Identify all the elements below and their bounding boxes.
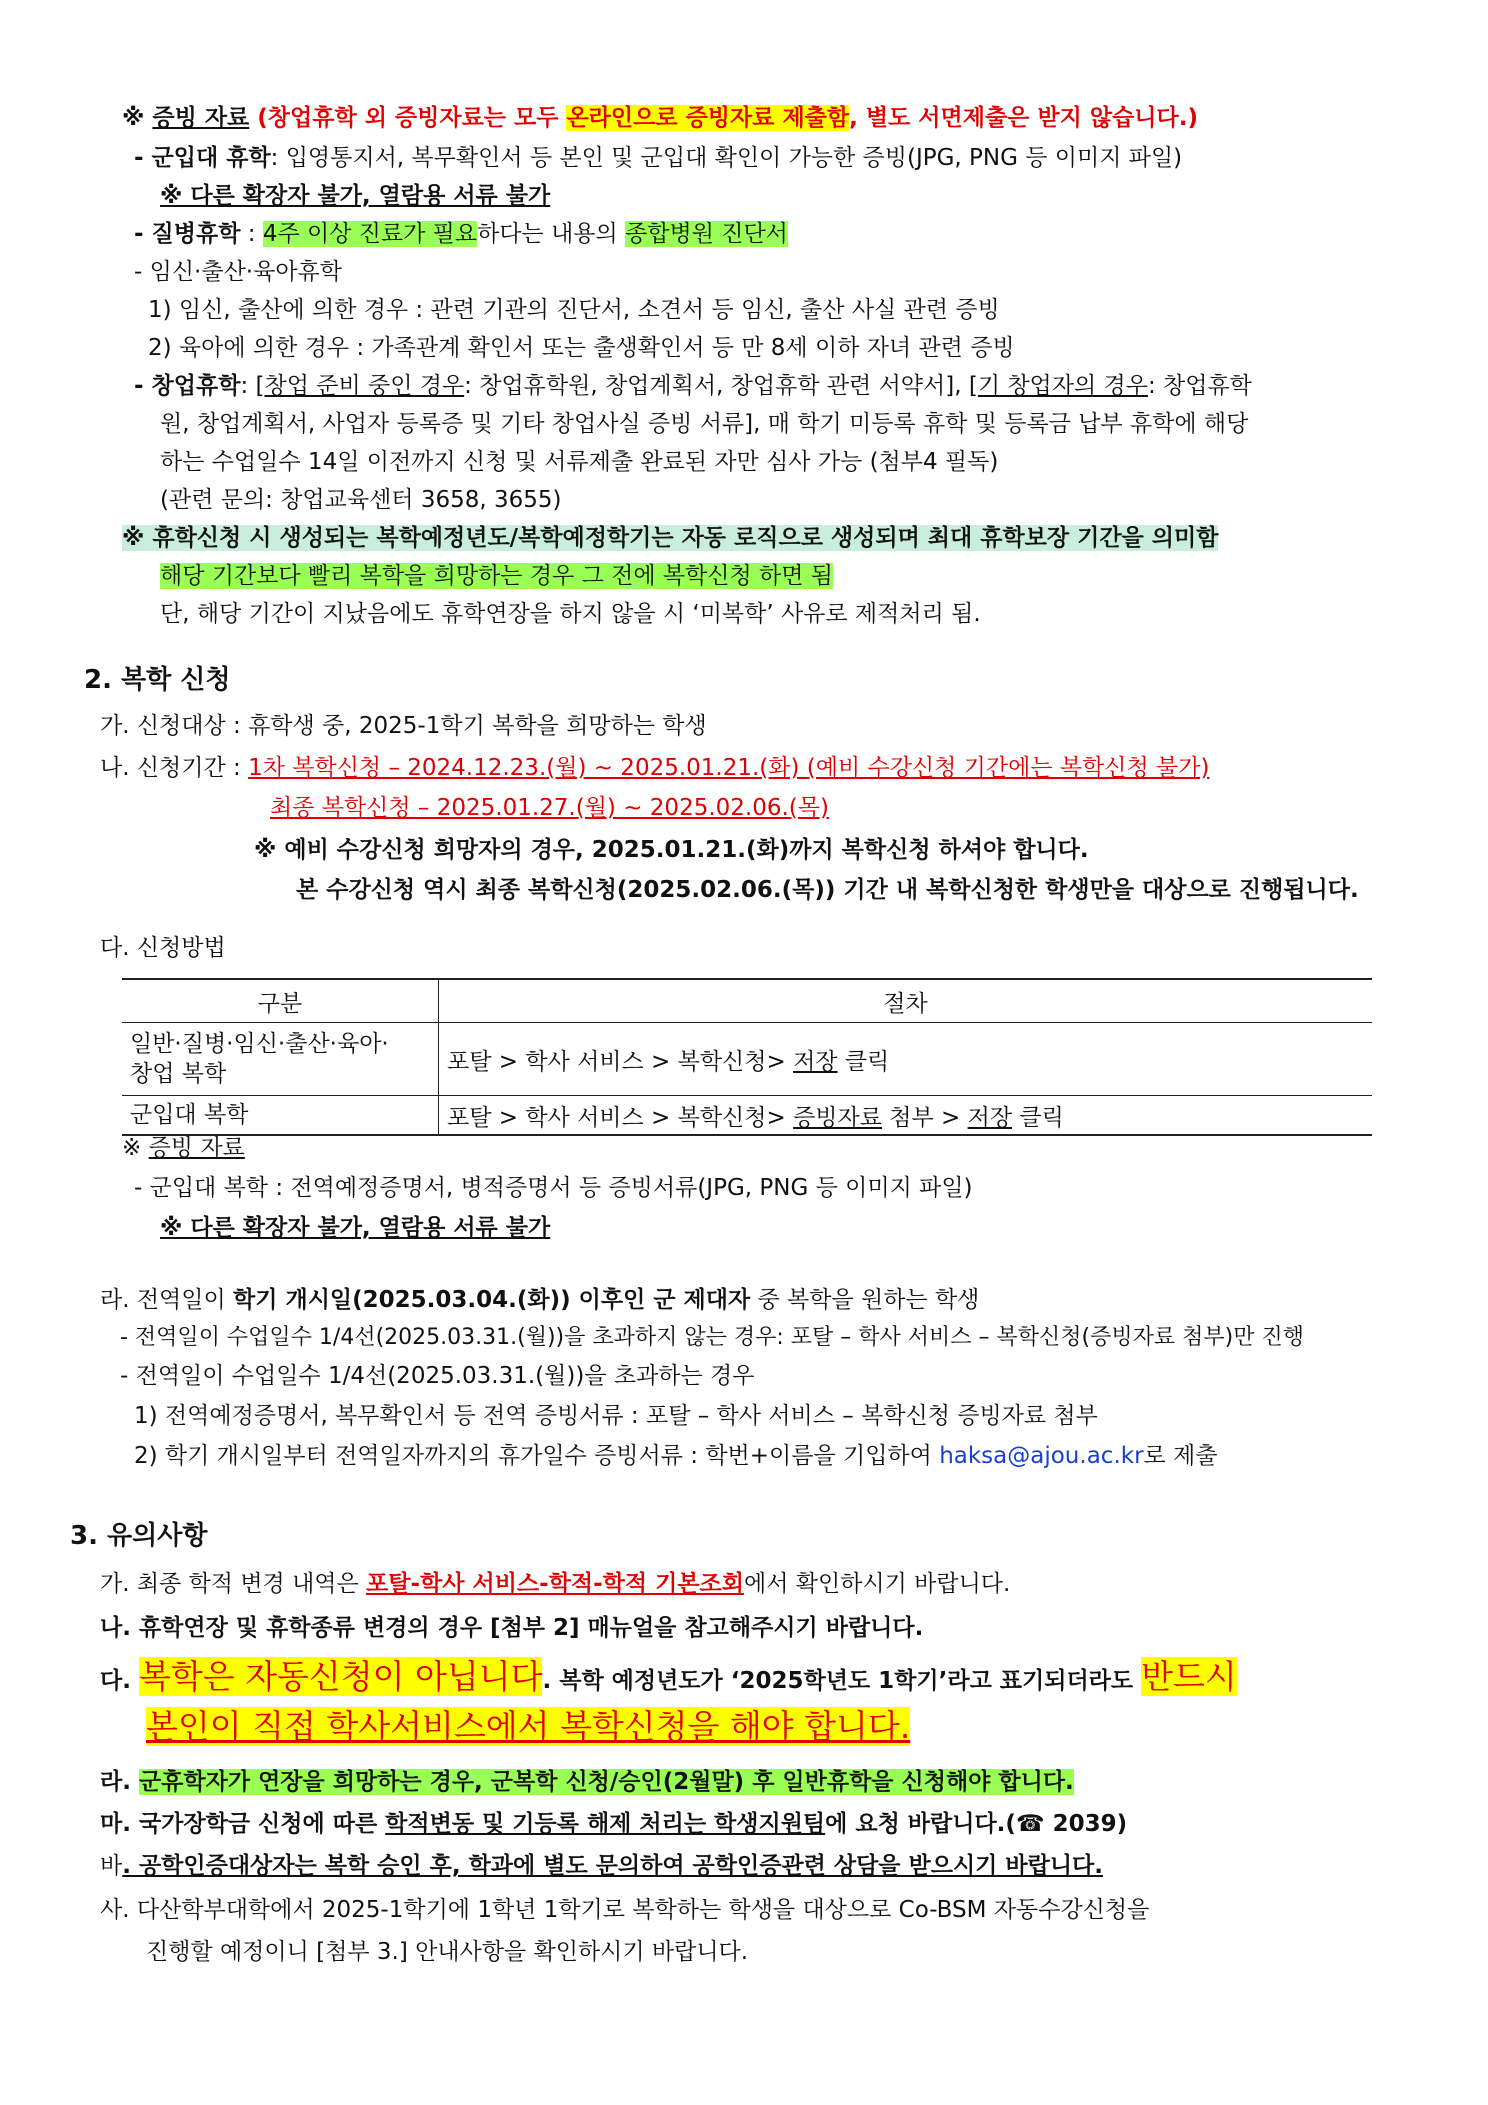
- period-note-1: ※ 예비 수강신청 희망자의 경우, 2025.01.21.(화)까지 복학신청 하셔야 합니다.: [254, 837, 1089, 863]
- table-cell-category: 군입대 복학: [122, 1096, 439, 1136]
- return-procedure-table: [122, 978, 1372, 1136]
- notice-ba: 바. 공학인증대상자는 복학 승인 후, 학과에 별도 문의하여 공학인증관련 상담을 받으시기 바랍니다.: [100, 1853, 1104, 1879]
- discharge-case-2: - 전역일이 수업일수 1/4선(2025.03.31.(월))을 초과하는 경우: [120, 1363, 755, 1389]
- return-period-2: 최종 복학신청 – 2025.01.27.(월) ~ 2025.02.06.(목): [270, 795, 829, 821]
- notice-ga: 가. 최종 학적 변경 내역은 포탈-학사 서비스-학적-학적 기본조회에서 확인하시기 바랍니다.: [100, 1571, 1011, 1597]
- table-header-category: 구분: [122, 979, 439, 1023]
- table-cell-procedure: 포탈 > 학사 서비스 > 복학신청> 저장 클릭: [439, 1023, 1373, 1096]
- notice-sa-line-2: 진행할 예정이니 [첨부 3.] 안내사항을 확인하시기 바랍니다.: [146, 1939, 749, 1965]
- email-link[interactable]: haksa@ajou.ac.kr: [939, 1443, 1144, 1469]
- startup-leave-line-2: 원, 창업계획서, 사업자 등록증 및 기타 창업사실 증빙 서류], 매 학기 미등록 휴학 및 등록금 납부 휴학에 해당: [160, 411, 1249, 437]
- auto-return-note-2: 해당 기간보다 빨리 복학을 희망하는 경우 그 전에 복학신청 하면 됨: [160, 563, 833, 589]
- illness-leave-line: - 질병휴학 : 4주 이상 진료가 필요하다는 내용의 종합병원 진단서: [134, 221, 788, 247]
- startup-leave-line-1: - 창업휴학: [창업 준비 중인 경우: 창업휴학원, 창업계획서, 창업휴학 관련 서약서], [기 창업자의 경우: 창업휴학: [134, 373, 1252, 399]
- discharge-case-2-item-2: 2) 학기 개시일부터 전역일자까지의 휴가일수 증빙서류 : 학번+이름을 기입하여 haksa@ajou.ac.kr로 제출: [134, 1443, 1218, 1469]
- return-evidence-military: - 군입대 복학 : 전역예정증명서, 병적증명서 등 증빙서류(JPG, PNG 등 이미지 파일): [134, 1175, 973, 1201]
- military-leave-note: ※ 다른 확장자 불가, 열람용 서류 불가: [160, 183, 551, 209]
- startup-leave-line-3: 하는 수업일수 14일 이전까지 신청 및 서류제출 완료된 자만 심사 가능 (첨부4 필독): [160, 449, 999, 475]
- table-header-procedure: 절차: [439, 979, 1373, 1023]
- notice-da-line-1: 다. 복학은 자동신청이 아닙니다. 복학 예정년도가 ‘2025학년도 1학기’라고 표기되더라도 반드시: [100, 1657, 1237, 1696]
- notice-ma: 마. 국가장학금 신청에 따른 학적변동 및 기등록 해제 처리는 학생지원팀에 요청 바랍니다.(☎ 2039): [100, 1811, 1128, 1837]
- discharge-case-2-item-1: 1) 전역예정증명서, 복무확인서 등 전역 증빙서류 : 포탈 – 학사 서비스 – 복학신청 증빙자료 첨부: [134, 1403, 1098, 1429]
- evidence-heading: ※ 증빙 자료 (창업휴학 외 증빙자료는 모두 온라인으로 증빙자료 제출함, 별도 서면제출은 받지 않습니다.): [122, 105, 1198, 131]
- pregnancy-leave-item-2: 2) 육아에 의한 경우 : 가족관계 확인서 또는 출생확인서 등 만 8세 이하 자녀 관련 증빙: [148, 335, 1015, 361]
- discharge-heading: 라. 전역일이 학기 개시일(2025.03.04.(화)) 이후인 군 제대자 중 복학을 원하는 학생: [100, 1287, 980, 1313]
- military-leave-line: - 군입대 휴학: 입영통지서, 복무확인서 등 본인 및 군입대 확인이 가능한 증빙(JPG, PNG 등 이미지 파일): [134, 145, 1183, 171]
- auto-return-note: ※ 휴학신청 시 생성되는 복학예정년도/복학예정학기는 자동 로직으로 생성되며 최대 휴학보장 기간을 의미함: [122, 525, 1219, 551]
- table-row: [122, 1096, 1372, 1136]
- section-2-heading: 2. 복학 신청: [84, 665, 231, 695]
- table-cell-category: 일반·질병·임신·출산·육아· 창업 복학: [122, 1023, 439, 1096]
- pregnancy-leave-item-1: 1) 임신, 출산에 의한 경우 : 관련 기관의 진단서, 소견서 등 임신, 출산 사실 관련 증빙: [148, 297, 1000, 323]
- notice-sa-line-1: 사. 다산학부대학에서 2025-1학기에 1학년 1학기로 복학하는 학생을 대상으로 Co-BSM 자동수강신청을: [100, 1897, 1150, 1923]
- return-evidence-heading: ※ 증빙 자료: [122, 1135, 245, 1161]
- table-header-row: [122, 979, 1372, 1023]
- section-3-heading: 3. 유의사항: [70, 1521, 208, 1551]
- table-cell-procedure: 포탈 > 학사 서비스 > 복학신청> 증빙자료 첨부 > 저장 클릭: [439, 1096, 1373, 1136]
- return-target: 가. 신청대상 : 휴학생 중, 2025-1학기 복학을 희망하는 학생: [100, 713, 707, 739]
- return-period-1: 나. 신청기간 : 1차 복학신청 – 2024.12.23.(월) ~ 2025.01.21.(화) (예비 수강신청 기간에는 복학신청 불가): [100, 755, 1210, 781]
- table-row: [122, 1023, 1372, 1096]
- auto-return-note-3: 단, 해당 기간이 지났음에도 휴학연장을 하지 않을 시 ‘미복학’ 사유로 제적처리 됨.: [160, 601, 981, 627]
- discharge-case-1: - 전역일이 수업일수 1/4선(2025.03.31.(월))을 초과하지 않는 경우: 포탈 – 학사 서비스 – 복학신청(증빙자료 첨부)만 진행: [120, 1325, 1304, 1350]
- return-evidence-note: ※ 다른 확장자 불가, 열람용 서류 불가: [160, 1215, 551, 1241]
- notice-na: 나. 휴학연장 및 휴학종류 변경의 경우 [첨부 2] 매뉴얼을 참고해주시기 바랍니다.: [100, 1615, 924, 1641]
- return-method-heading: 다. 신청방법: [100, 935, 226, 961]
- period-note-2: 본 수강신청 역시 최종 복학신청(2025.02.06.(목)) 기간 내 복학신청한 학생만을 대상으로 진행됩니다.: [296, 877, 1359, 903]
- notice-da-line-2: 본인이 직접 학사서비스에서 복학신청을 해야 합니다.: [146, 1707, 911, 1746]
- pregnancy-leave-label: - 임신·출산·육아휴학: [134, 259, 342, 285]
- notice-ra: 라. 군휴학자가 연장을 희망하는 경우, 군복학 신청/승인(2월말) 후 일반휴학을 신청해야 합니다.: [100, 1769, 1074, 1795]
- startup-leave-contact: (관련 문의: 창업교육센터 3658, 3655): [160, 487, 562, 513]
